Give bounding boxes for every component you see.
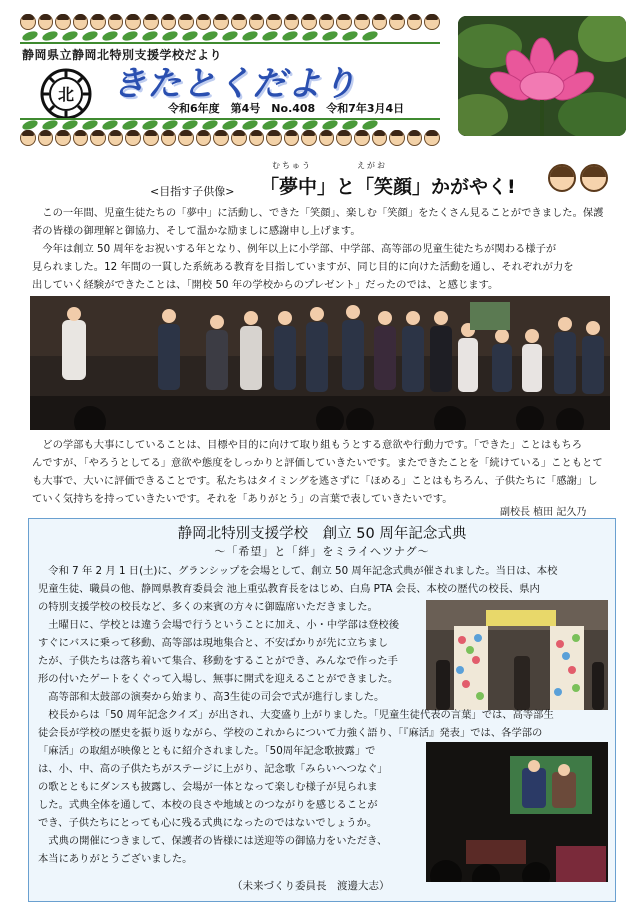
text-line: 見られました。12 年間の一貫した系統ある教育を目指していますが、同じ目的に向けた活動を通し、それぞれが力を (32, 261, 574, 273)
text-line: ていく気持ちを持っていきたいです。それを「ありがとう」の言葉で表していきたいです。 (32, 493, 453, 505)
goal-label: <目指す子供像> (150, 185, 235, 198)
ceremony-paragraph2 (38, 616, 418, 706)
committee-chair-signature: （未来づくり委員長 渡邊大志） (232, 880, 390, 892)
vine-decoration-bottom (20, 118, 440, 130)
video-screen-image (426, 742, 608, 882)
text-line: んですが、「やろうとしてる」意欲や態度をしっかりと評価していきたいです。またできたことを「続けている」こともとて (32, 457, 603, 469)
lotus-photo (458, 16, 626, 136)
text-line: 児童生徒、職員の他、静岡県教育委員会 池上重弘教育長をはじめ、白鳥 PTA 会長、本校の歴代の校長、県内 (38, 583, 540, 595)
text-line: 土曜日に、学校とは違う会場で行うということに加え、小・中学部は登校後 (38, 619, 400, 631)
kids-faces-row-top (20, 14, 440, 30)
headline: 「夢中」と「笑顔」かがやく! (260, 176, 516, 198)
text-line: どの学部も大事にしていることは、目標や目的に向けて取り組もうとする意欲や行動力です。「できた」ことはもちろ (32, 439, 583, 451)
ceremony-gate-photo (426, 600, 608, 710)
text-line: すぐにバスに乗って移動、高等部は現地集合と、不安ばかりが先に立ちまし (38, 637, 389, 649)
text-line: 高等部和太鼓部の演奏から始まり、高3生徒の司会で式が進行しました。 (38, 691, 385, 703)
text-line: 今年は創立 50 周年をお祝いする年となり、例年以上に小学部、中学部、高等部の児童生徒たちが関わる様子が (32, 243, 557, 255)
ceremony-screen-photo (426, 742, 608, 882)
students-on-stage-image (30, 296, 610, 430)
text-line: 式典の開催につきまして、保護者の皆様には送迎等の御協力をいただき、 (38, 835, 388, 847)
ruby-muchuu: むちゅう (272, 161, 312, 170)
text-line: この一年間、児童生徒たちの「夢中」に活動し、できた「笑顔」、楽しむ「笑顔」をたくさん見ることができました。保護 (32, 207, 604, 219)
text-line: の歌とともにダンスも披露し、会場が一体となって楽しむ様子が見られま (38, 781, 378, 793)
ceremony-title: 静岡北特別支援学校 創立 50 周年記念式典 (177, 526, 467, 542)
header-vine-top (20, 14, 440, 44)
boy-illustration-icon (548, 164, 576, 192)
text-line: たが、子供たちは落ち着いて集合、移動をすることができ、みんなで作った手 (38, 655, 398, 667)
text-line: 校長からは「50 周年記念クイズ」が出され、大変盛り上がりました。「児童生徒代表の言葉」では、高等部生 (38, 709, 554, 721)
text-line: は、小、中、高の子供たちがステージに上がり、記念歌「みらいへつなぐ」 (38, 763, 388, 775)
text-line: 令和 7 年 2 月 1 日(土)に、グランシップを会場として、創立 50 周年記念式典が催されました。当日は、本校 (38, 565, 558, 577)
boy-illustration-icon-2 (580, 164, 608, 192)
ceremony-paragraph4 (38, 760, 418, 868)
kids-faces-row-bottom (20, 130, 440, 146)
lotus-flower-image (458, 16, 626, 136)
text-line: でき、子供たちにとっても心に残る式典になったのではないでしょうか。 (38, 817, 378, 829)
text-line: 出していく経験ができたことは、「開校 50 年の学校からのプレゼント」だったのでは、と感じます。 (32, 279, 499, 291)
text-line: 者の皆様の御理解と御協力、そして温かな励ましに感謝申し上げます。 (32, 225, 361, 237)
text-line: 徒会長が学校の歴史を振り返りながら、学校のこれからについて力強く語り、「『麻活』発表」では、各学部の (38, 727, 543, 739)
text-line: 本当にありがとうございました。 (38, 853, 193, 865)
school-name: 静岡県立静岡北特別支援学校だより (22, 48, 223, 62)
text-line: 「麻活」の取組が映像とともに紹介されました。「50周年記念歌披露」で (38, 745, 376, 757)
ruby-egao: えがお (357, 161, 387, 170)
text-line: した。式典全体を通して、本校の良さや地域とのつながりを感じることが (38, 799, 378, 811)
emblem-text: 北 (57, 85, 75, 104)
newsletter-title: きたとくだより (112, 64, 357, 104)
school-emblem-icon (40, 68, 92, 120)
vice-principal-signature: 副校長 植田 記久乃 (500, 507, 587, 518)
article1-paragraph2 (32, 436, 612, 508)
vine-decoration (20, 30, 440, 44)
header-vine-bottom (20, 118, 440, 146)
handprint-gate-image (426, 600, 608, 710)
text-line: の特別支援学校の校長など、多くの来賓の方々に御臨席いただきました。 (38, 601, 378, 613)
issue-line: 令和6年度 第4号 No.408 令和7年3月4日 (168, 102, 405, 115)
text-line: も大事で、大いに評価できることです。私たちはタイミングを逃さずに「ほめる」ことはもちろん、子供たちに「感謝」し (32, 475, 598, 487)
text-line: 形の付いたゲートをくぐって入場し、無事に開式を迎えることができました。 (38, 673, 399, 685)
stage-photo (30, 296, 610, 430)
ceremony-subtitle: ～「希望」と「絆」をミライへツナグ～ (214, 545, 430, 558)
article1-paragraph1 (32, 204, 612, 294)
